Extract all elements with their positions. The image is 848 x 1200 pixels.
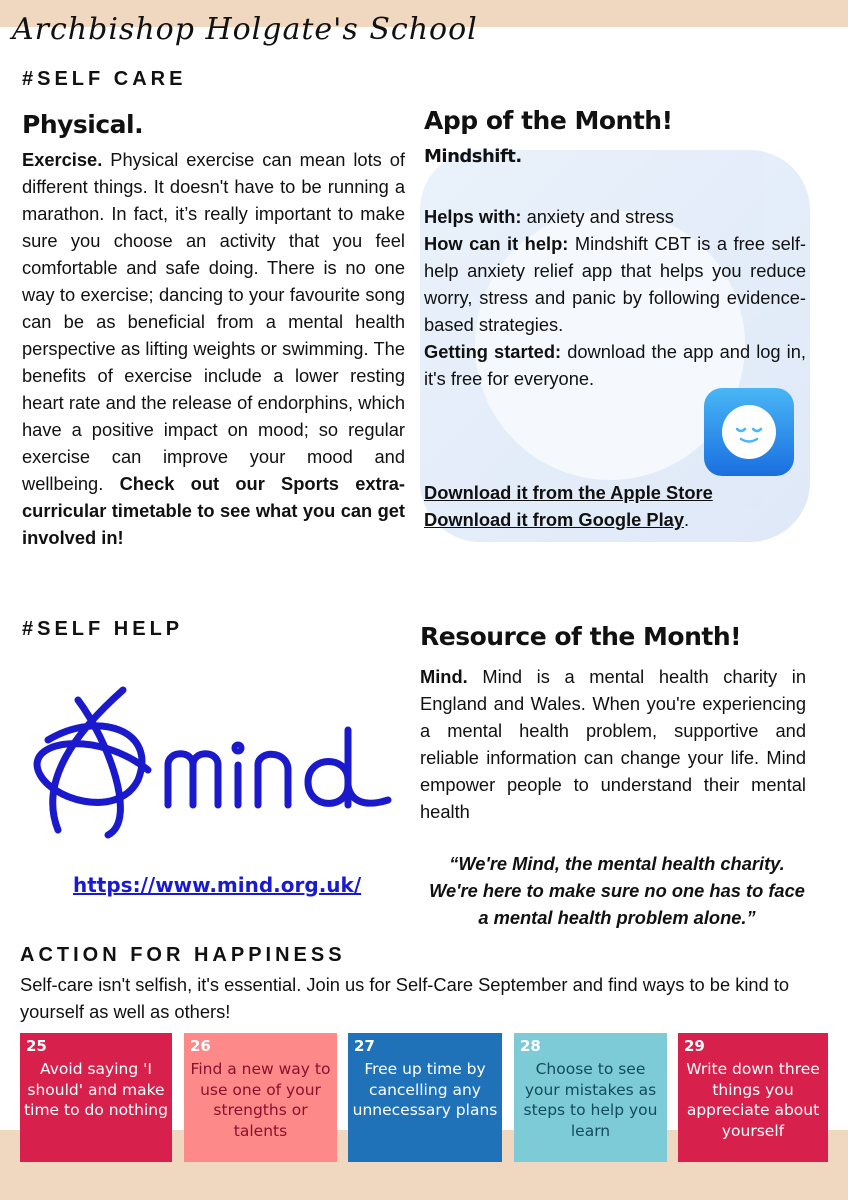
tile-text: Write down three things you appreciate about yourself — [686, 1060, 820, 1140]
happiness-intro: Self-care isn't selfish, it's essential. Join us for Self-Care September and find ways to be kind to yourself as well as others! — [20, 974, 790, 1022]
calendar-tile-28 — [514, 1033, 667, 1162]
helps-label: Helps with: — [424, 206, 522, 227]
mind-quote: “We're Mind, the mental health charity. We're here to make sure no one has to face a mental health problem alone.” — [429, 853, 805, 928]
mindshift-app-icon — [704, 388, 794, 476]
google-play-line — [424, 509, 689, 531]
exercise-body: Physical exercise can mean lots of different things. It doesn't have to be running a marathon. In fact, it’s really important to make sure you choose an activity that you feel comfortable and safe doing. There is no one way to exercise; dancing to your favourite song can be as beneficial from a mental health perspective as lifting weights or swimming. The benefits of exercise include a lower resting heart rate and the release of endorphins, which have a positive impact on mood; so regular exercise can improve your mood and wellbeing. — [22, 149, 405, 494]
resource-heading: Resource of the Month! — [420, 622, 742, 651]
tile-day: 28 — [520, 1037, 541, 1055]
self-care-heading: #SELF CARE — [22, 68, 187, 90]
tile-day: 29 — [684, 1037, 705, 1055]
mind-body: Mind is a mental health charity in England and Wales. When you're experiencing a mental health problem, supportive and reliable information can change your life. Mind empower people to understand their mental health — [420, 666, 806, 822]
google-play-link[interactable]: Download it from Google Play — [424, 509, 685, 530]
period: . — [684, 509, 690, 530]
app-heading: App of the Month! — [424, 106, 673, 135]
mind-lead: Mind. — [420, 666, 468, 687]
exercise-text — [22, 146, 405, 551]
calendar-tile-26 — [184, 1033, 337, 1162]
tile-day: 25 — [26, 1037, 47, 1055]
tile-day: 26 — [190, 1037, 211, 1055]
apple-store-link[interactable]: Download it from the Apple Store — [424, 482, 713, 503]
tile-text: Free up time by cancelling any unnecessary plans — [352, 1060, 498, 1119]
how-text: Mindshift CBT is a free self-help anxiety relief app that helps you reduce worry, stress and panic by following evidence-based strategies. — [424, 233, 806, 335]
tile-text: Find a new way to use one of your strengths or talents — [190, 1060, 331, 1140]
mind-url-link[interactable]: https://www.mind.org.uk/ — [73, 873, 362, 897]
tile-text: Avoid saying 'I should' and make time to do nothing — [24, 1060, 168, 1119]
app-name: Mindshift. — [424, 146, 522, 167]
sports-cta: Check out our Sports extra-curricular timetable to see what you can get involved in! — [22, 473, 405, 548]
tile-day: 27 — [354, 1037, 375, 1055]
how-label: How can it help: — [424, 233, 569, 254]
start-text: download the app and log in, it's free for everyone. — [424, 341, 806, 389]
happiness-heading: ACTION FOR HAPPINESS — [20, 944, 346, 966]
resource-text — [420, 663, 806, 825]
mind-logo — [18, 670, 398, 850]
app-description — [424, 203, 806, 392]
calendar-tile-27 — [348, 1033, 502, 1162]
start-label: Getting started: — [424, 341, 562, 362]
exercise-lead: Exercise. — [22, 149, 103, 170]
helps-text: anxiety and stress — [521, 206, 674, 227]
self-help-heading: #SELF HELP — [22, 618, 184, 640]
tile-text: Choose to see your mistakes as steps to help you learn — [523, 1060, 658, 1140]
calendar-tile-29 — [678, 1033, 828, 1162]
physical-heading: Physical. — [22, 110, 144, 139]
school-name: Archbishop Holgate's School — [12, 12, 478, 47]
calendar-tile-25 — [20, 1033, 172, 1162]
